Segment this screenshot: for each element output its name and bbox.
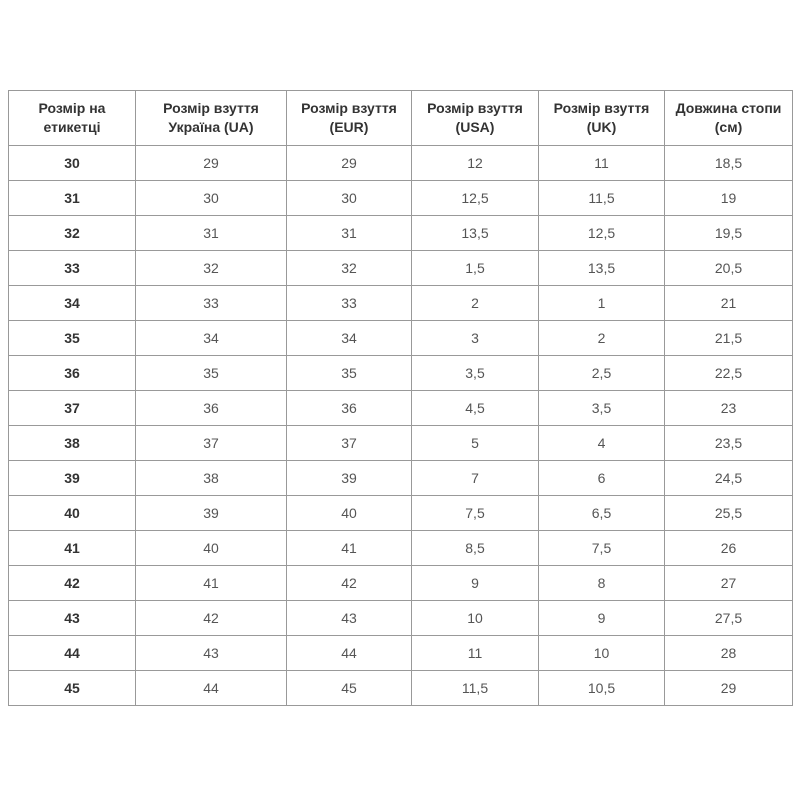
- table-row: [9, 636, 793, 671]
- table-cell: 30: [136, 181, 287, 216]
- table-cell: 44: [136, 671, 287, 706]
- table-cell: 31: [9, 181, 136, 216]
- table-cell: 4: [539, 426, 665, 461]
- table-cell: 6: [539, 461, 665, 496]
- table-row: [9, 496, 793, 531]
- table-cell: 44: [287, 636, 412, 671]
- table-cell: 28: [665, 636, 793, 671]
- table-cell: 11: [412, 636, 539, 671]
- table-row: [9, 321, 793, 356]
- table-cell: 29: [136, 146, 287, 181]
- table-cell: 1,5: [412, 251, 539, 286]
- table-cell: 11,5: [412, 671, 539, 706]
- header-size-uk: Розмір взуття (UK): [539, 91, 665, 146]
- table-cell: 35: [9, 321, 136, 356]
- table-cell: 39: [287, 461, 412, 496]
- table-cell: 40: [287, 496, 412, 531]
- table-cell: 8,5: [412, 531, 539, 566]
- table-cell: 3: [412, 321, 539, 356]
- table-cell: 31: [287, 216, 412, 251]
- table-cell: 2,5: [539, 356, 665, 391]
- table-row: [9, 216, 793, 251]
- table-cell: 33: [287, 286, 412, 321]
- table-cell: 31: [136, 216, 287, 251]
- table-row: [9, 251, 793, 286]
- table-cell: 13,5: [412, 216, 539, 251]
- table-cell: 8: [539, 566, 665, 601]
- table-cell: 11,5: [539, 181, 665, 216]
- table-cell: 35: [287, 356, 412, 391]
- table-row: [9, 181, 793, 216]
- table-cell: 29: [287, 146, 412, 181]
- table-row: [9, 566, 793, 601]
- table-cell: 10,5: [539, 671, 665, 706]
- table-cell: 13,5: [539, 251, 665, 286]
- table-row: [9, 356, 793, 391]
- table-cell: 43: [136, 636, 287, 671]
- table-row: [9, 671, 793, 706]
- header-size-eur: Розмір взуття (EUR): [287, 91, 412, 146]
- table-cell: 9: [539, 601, 665, 636]
- table-cell: 36: [287, 391, 412, 426]
- table-cell: 22,5: [665, 356, 793, 391]
- table-cell: 12,5: [412, 181, 539, 216]
- table-cell: 12,5: [539, 216, 665, 251]
- table-cell: 34: [136, 321, 287, 356]
- table-cell: 41: [287, 531, 412, 566]
- table-cell: 19,5: [665, 216, 793, 251]
- table-cell: 1: [539, 286, 665, 321]
- table-cell: 24,5: [665, 461, 793, 496]
- table-cell: 33: [9, 251, 136, 286]
- table-cell: 45: [287, 671, 412, 706]
- table-cell: 21: [665, 286, 793, 321]
- table-cell: 41: [9, 531, 136, 566]
- table-cell: 33: [136, 286, 287, 321]
- table-header: [9, 91, 793, 146]
- table-cell: 10: [412, 601, 539, 636]
- table-cell: 45: [9, 671, 136, 706]
- table-cell: 32: [136, 251, 287, 286]
- table-cell: 25,5: [665, 496, 793, 531]
- table-header-row: [9, 91, 793, 146]
- table-cell: 39: [9, 461, 136, 496]
- table-cell: 3,5: [539, 391, 665, 426]
- table-cell: 37: [136, 426, 287, 461]
- table-row: [9, 461, 793, 496]
- table-cell: 37: [287, 426, 412, 461]
- table-cell: 38: [136, 461, 287, 496]
- table-cell: 27,5: [665, 601, 793, 636]
- table-cell: 40: [9, 496, 136, 531]
- table-cell: 26: [665, 531, 793, 566]
- table-cell: 19: [665, 181, 793, 216]
- table-cell: 27: [665, 566, 793, 601]
- table-cell: 34: [287, 321, 412, 356]
- shoe-size-conversion-table: [8, 90, 793, 706]
- table-cell: 43: [9, 601, 136, 636]
- table-cell: 30: [9, 146, 136, 181]
- table-cell: 10: [539, 636, 665, 671]
- table-cell: 5: [412, 426, 539, 461]
- table-cell: 32: [287, 251, 412, 286]
- table-row: [9, 601, 793, 636]
- table-cell: 9: [412, 566, 539, 601]
- table-cell: 7,5: [539, 531, 665, 566]
- table-cell: 11: [539, 146, 665, 181]
- table-cell: 32: [9, 216, 136, 251]
- table-cell: 23: [665, 391, 793, 426]
- table-cell: 30: [287, 181, 412, 216]
- table-cell: 7: [412, 461, 539, 496]
- table-cell: 42: [136, 601, 287, 636]
- table-cell: 29: [665, 671, 793, 706]
- table-cell: 2: [412, 286, 539, 321]
- table-cell: 21,5: [665, 321, 793, 356]
- table-cell: 12: [412, 146, 539, 181]
- table-body: [9, 146, 793, 706]
- table-cell: 44: [9, 636, 136, 671]
- table-cell: 36: [9, 356, 136, 391]
- table-cell: 7,5: [412, 496, 539, 531]
- table-cell: 38: [9, 426, 136, 461]
- table-cell: 42: [9, 566, 136, 601]
- table-row: [9, 286, 793, 321]
- table-cell: 23,5: [665, 426, 793, 461]
- table-row: [9, 531, 793, 566]
- table-cell: 42: [287, 566, 412, 601]
- header-foot-length-cm: Довжина стопи (см): [665, 91, 793, 146]
- table-cell: 18,5: [665, 146, 793, 181]
- table-cell: 39: [136, 496, 287, 531]
- table-cell: 35: [136, 356, 287, 391]
- header-size-on-label: Розмір на етикетці: [9, 91, 136, 146]
- header-size-usa: Розмір взуття (USA): [412, 91, 539, 146]
- table-cell: 36: [136, 391, 287, 426]
- table-cell: 41: [136, 566, 287, 601]
- table-cell: 3,5: [412, 356, 539, 391]
- header-size-ua: Розмір взуття Україна (UA): [136, 91, 287, 146]
- table-cell: 4,5: [412, 391, 539, 426]
- table-cell: 43: [287, 601, 412, 636]
- table-cell: 34: [9, 286, 136, 321]
- table-row: [9, 146, 793, 181]
- table-row: [9, 426, 793, 461]
- table-cell: 40: [136, 531, 287, 566]
- table-row: [9, 391, 793, 426]
- table-cell: 2: [539, 321, 665, 356]
- table-cell: 37: [9, 391, 136, 426]
- table-cell: 20,5: [665, 251, 793, 286]
- table-cell: 6,5: [539, 496, 665, 531]
